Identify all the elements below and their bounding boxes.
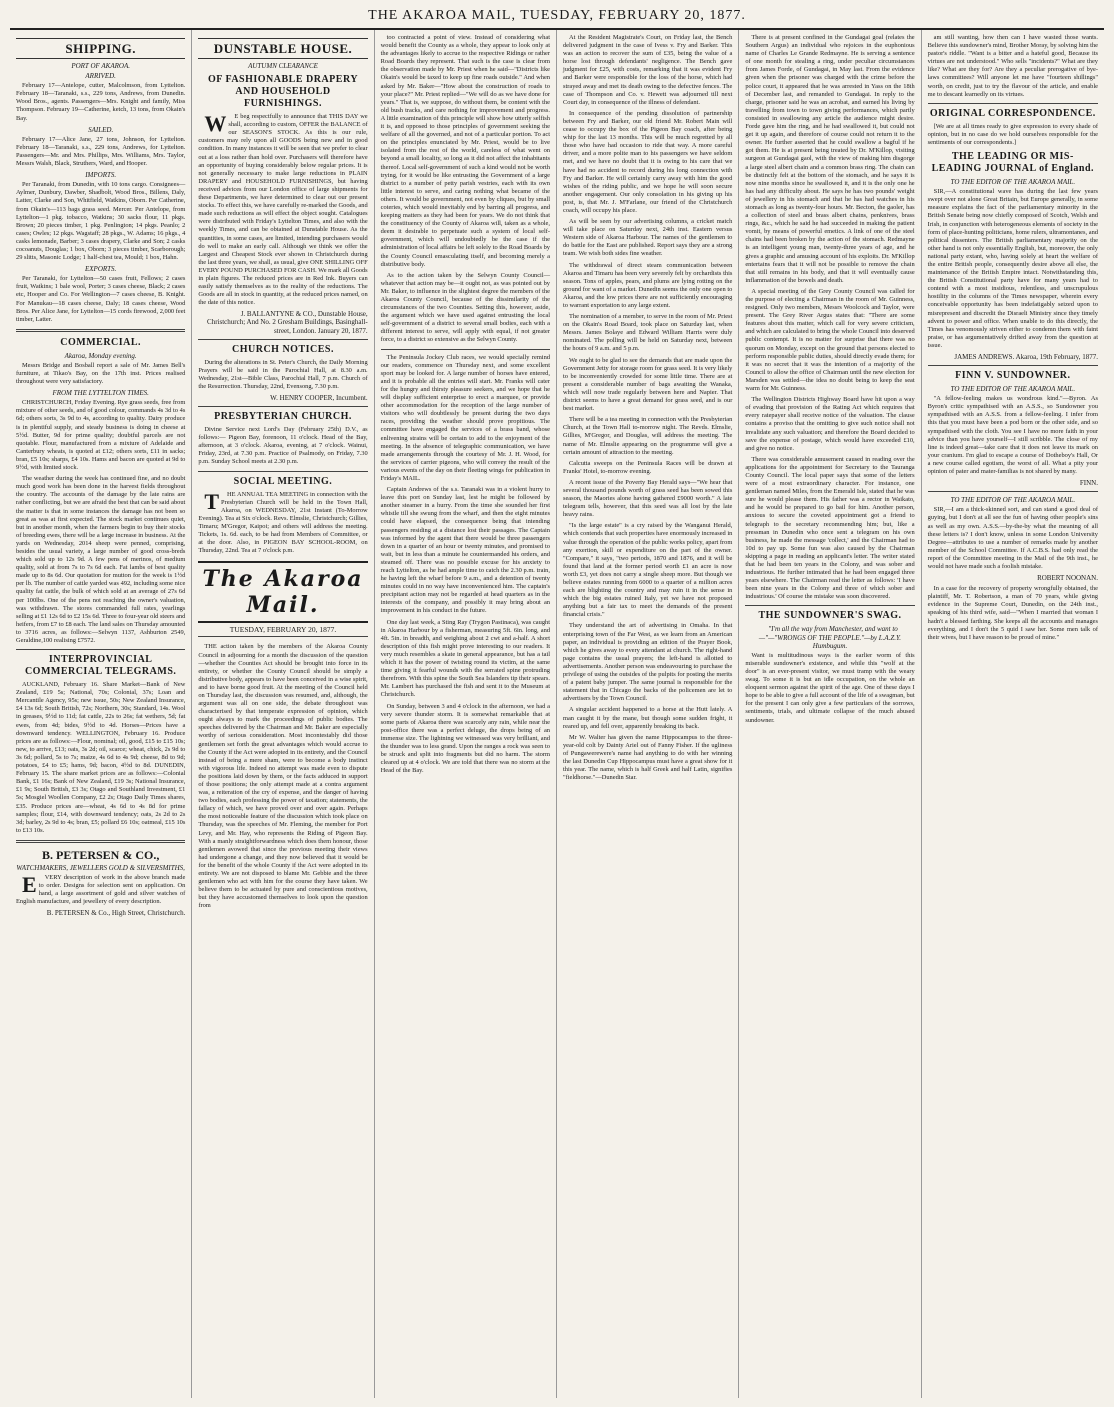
divider (16, 840, 185, 843)
dunstable-signature: J. BALLANTYNE & CO., Dunstable House, Christchurch; And No. 2 Gresham Buildings, Basinghall-street, London. January 20, 1877. (207, 310, 368, 335)
presbyterian-text: Divine Service next Lord's Day (February 25th) D.V., as follows:— Pigeon Bay, forenoon, 11 o'clock. Head of the Bay, afternoon, at 3 o'clock. Akaroa, evening, at 7 o'clock. Wainui, Friday, 23rd, at 7.30 p.m. Practice of Psalmody, on Friday, 7.30 p.m. Sunday School meets at 2.30 p.m. (198, 426, 368, 466)
petersen-subtitle: WATCHMAKERS, JEWELLERS GOLD & SILVERSMITHS, (16, 863, 185, 872)
divider (928, 365, 1098, 366)
divider (198, 339, 367, 340)
mail-signature: ROBERT NOONAN. (1037, 574, 1098, 583)
divider (16, 329, 185, 332)
weather-text: The weather during the week has continued fine, and no doubt much good work has been done in the harvest fields throughout the country. The accounts of the damage by the late rains are rather conflicting, but we are afraid the best that can be said about the matter is that in some instances the damage has not been so great as was at first expected. The stock market continues quiet, but in another month, when the farmers begin to buy their stocks of breeding ewes, there will be a large increase in business. At the yards on Wednesday, 2014 sheep were penned, comprising, besides the usual variety, a large number of good cross-breds which sold up to 12s 9d. A few pens of merinos, of medium quality, sold at from 7s to 7s 6d each. Fat lambs of best quality made up to 8s 6d. Our quotation for mutton for the week is 1½d per lb. The number of cattle yarded was 492, including some nice quality fat cattle, the bulk of which sold at an average of 27s 6d per 100lbs. One of the pens not reaching the owner's valuation, was withdrawn. The stores commanded full rates, yearlings selling at £1 12s 6d to £2 15s 6d. Three to four-year old steers and heifers, from £7 to £8 each. The land sales on Thursday amounted to 3716 acres, as follows:—Selwyn 1137, Ashburton 2549, Geraldine,100 realising £7572. (16, 475, 186, 644)
mail-to-editor: TO THE EDITOR OF THE AKAROA MAIL. (950, 496, 1076, 505)
want-text: am still wanting, how then can I have wasted those wants. Believe this sundowner's mind, Brother Moray, by solving him the pastor's riddle. "Want is a bitter and a hateful good, Because its virtues are not understood." Who sells "incidents?" What are they like? What are they for? Are they a peculiar prerogative of bye-laws committees? Will anyone let me have "fourteen shillings" worth, on credit, just to try the flavour of the article, and enable me to descant learnedly on its virtues. (927, 34, 1098, 98)
coach-text: In consequence of the pending dissolution of partnership between Fry and Barker, our old friend Mr. Robert Main will cease to occupy the box of the Pigeon Bay coach, after being whip for the last 13 months. This will be much regretted by all those who have had occasion to ride that way. A more careful driver, and a more polite man to his passengers we have seldom met, and we have no doubt that it is owing to his care that we have had no accident to record during his long connection with Fry and Barker. He will certainly carry away with him the good wishes of the riding public, and we hope he will soon secure another engagement. Our only consolation in his giving up his post, is, that Mr. J. M'Farlane, our friend of the Christchurch coach, will occupy his place. (562, 109, 733, 214)
divider (198, 471, 367, 472)
finn-signature: FINN. (1079, 479, 1098, 488)
hutt-text: A singular accident happened to a horse at the Hutt lately. A man caught it by the mane, but though some sudden fright, it reared up, and fell over, apparently breaking its back. (562, 706, 733, 730)
dropcap-e: E (22, 871, 37, 897)
church-heading: CHURCH NOTICES. (232, 343, 334, 355)
selwyn-text: As to the action taken by the Selwyn County Council—whatever that action may be—it ought not, as was pointed out by Mr. Baker, to influence in the slightest degree the members of the Akaroa County Council, because of the dissimilarity of the circumstances of the two Counties. Setting this, however, aside, the argument which we have used against entrusting the local self-government of a district to several small bodies, each with a different interest to serve, will apply with equal, if not greater force, to a district so extensive as the Selwyn County. (380, 271, 550, 344)
social-body: HE ANNUAL TEA MEETING in connection with the Presbyterian Church will be held in the Town Hall, Akaroa, on WEDNESDAY, 21st Instant (To-Morrow Evening). Tea at Six o'clock. Revs. Elmslie, Christchurch; Gillies, Timaru; M'Gregor, Kaipoi; and others will address the meeting. Tickets, 1s. 6d. each, to be had from Members of Committee, or at the door. Also, in PIGEON BAY SCHOOL-ROOM, on Thursday, 22nd. Tea at 7 o'clock p.m. (198, 490, 368, 555)
gundagai-text: There is at present confined in the Gundagai goal (relates the Southern Argus) an individual who rejoices in the euphonious name of Charles Le Grande Redmayne. He is serving a sentence of one month for stealing a ring, under peculiar circumstances from James Forde, of Gundagai, in May last. From the evidence given when the prisoner was charged with the crime before the police court, it appeared that he was arrested in Yass on the 18th of December last, and remanded to Gundagai. In reply to the charge, prisoner said he was an acrobat, and earned his living by travelling from town to town giving performances, which partly consisted in swallowing any article the audience might desire. Forde gave him the ring, and he had swallowed it, but could not get it up again, and therefore of course could not return it to the owner. He further asserted that he could swallow a bagful if he got them. He is at present being treated by Dr. M'Killop, visiting surgeon at Gundagai gaol, with the view of making him disgorge a large steel albert chain and a common brass ring. The chain can be distinctly felt at the bottom of the stomach, and he says it is now nine months since he swallowed it, and it is the only one he has had any difficulty about. He says he has two pounds' weight of jewellery in his stomach and that he has had watches in his stomach as long as twenty-four hours. Mr. Becton, the gaoler, has a collection of steel and brass albert chains, penknives, brass rings, &c., which he said he had succeeded in making the patient vomit, by means of powerful emetics. A link of one of the steel chains had been broken by the action of the stomach. Redmayne is an intelligent young man, twenty-three years of age, and he gives a graphic and amusing account of his exploits. Dr. M'Killop entertains fears that it will not be possible to remove the chain that still remains in his body, and that it will eventually cause inflammation of the bowels and death. (745, 34, 915, 284)
social-text (198, 488, 368, 556)
tauranga-text: There was considerable amusement caused in reading over the applications for the appointment for Secretary to the Tauranga County Council. The local paper says that some of the letters were of a most extraordinary character. For instance, one gentleman named Miles, from the Emerald Isle, stated that he was sure he would please them. His father was a rector in Waikato, and he would be prepared to go bail for him. Another person, anxious to secure the coveted appointment got a friend to telegraph to the secretary recommending him; but, like a pressman in Dunedin who once sent a telegram on his own business, he made the message 'collect,' and the Chairman had to 10d to pay up. Some fun was also caused by the Chairman skipping a page in reading an applicant's letter. The writer stated that he had been ten years in the Colony, and was sober and industrious. He further intimated that he had been engaged three years elsewhere. The Chairman read the letter as follows: 'I have been nine years in the Colony and three of which sober and industrious.' Of course the mistake was soon discovered. (745, 455, 915, 601)
leader-text: THE action taken by the members of the Akaroa County Council in adjourning for a month the discussion of the question—whether the Counties Act should be brought into force in its entirety, or whether the County Council should be simply a distributive body, appears to have been conceived in a wise spirit, and to have borne good fruit. At the meeting of the Council held on Thursday last, the discussion was resumed, and, although, the argument was all on one side, the debate throughout was characterised by that temperate expression of opinion, which ought always to mark the proceedings of public bodies. The speeches delivered by the Chairman and Mr. Baker are especially worthy of serious consideration. Most incontestably did those gentlemen set forth the great advantages which would accrue to the County if the Act were adopted in its entirety, and the Council instead of being a mere sham, were to become a body instinct with vigorous life. Indeed no attempt was made even to dispute the positions laid down by them, or the facts adduced in support of those positions; the only attempt made at a contra argument was, a reiteration of the cry of expense, and the danger of having two bodies, each professing the power of taxation; statements, the fallacy of which, we have proved over and over again. Perhaps the most noticeable feature of the discussion which took place on Thursday, was the speeches of Mr. Fleming, the member for Port Levy, and Mr. Hay, who represents the Riding of Pigeon Bay. With a manly straightforwardness which does them honour, those gentlemen avowed that since the previous meeting their views had undergone a change, and they now believed that it would be for the benefit of the whole County if the Act were adopted in its entirety. We are not disposed to blame Mr. Gebbie and the three gentlemen who act with him for the course they have taken. We believe them to be actuated by pure and conscientious motives, but they have accustomed themselves to look upon the question from (198, 643, 368, 910)
dunstable-sub-2: OF FASHIONABLE DRAPERY AND HOUSEHOLD FURNISHINGS. (207, 74, 359, 110)
mail-letter-text: SIR,—I am a thick-skinned sort, and can stand a good deal of guying, but I don't at all see the fun of having other people's sins as well as my own. A.S.S.—by-the-by what the meaning of all these letters is? I don't know, unless in some London University Degree—attributes to use a number of remarks made by another member of the School Committee. If A.C.B.S. had only read the report of the Committee meeting in the Mail of the 9th inst., he would not have made such a foolish mistake. (927, 506, 1098, 570)
finn-to-editor: TO THE EDITOR OF THE AKAROA MAIL. (950, 385, 1076, 394)
divider (928, 491, 1098, 492)
omaha-text: They understand the art of advertising in Omaha. In that enterprising town of the Far West, as we learn from an American paper, an individual is providing an edition of the Prayer Book, which he gives away to every attendant at church. The right-hand page contains the usual prayers; the left-hand is allotted to advertisements. Another person was endeavouring to purchase the privilege of using the outsides of the pulpits for posting the merits of a patent baby jumper. The same journal is responsible for the statement that in Chicago the backs of the policemen are let to advertisers by the Town Council. (562, 622, 733, 703)
racing-text: The Peninsula Jockey Club races, we would specially remind our readers, commence on Thursday next, and some excellent sport may be looked for. A large number of horses have entered, and it is probable all the entries will start. Mr. Franks will cater for the hungry and thirsty pleasure seekers, and we hope that he will display sufficient enterprise to erect a marquee, or provide other accommodation for the reception of the large number of visitors who will doubtlessly be present during the two days races, providing the weather should prove propitious. The committee have engaged the services of a brass band, whose enlivening strains will be certain to add to the enjoyment of the meeting. In the absence of telegraphic communication, we have made arrangements through the courtesy of Mr. J. H. Wood, for the services of carrier pigeons, who will convey the result of the various events of the day on their fleeting wings for publication in Friday's MAIL. (380, 353, 550, 482)
divider (198, 406, 367, 407)
hippocampus-text: Mr W. Walter has given the name Hippocampus to the three-year-old colt by Dainty Ariel out of Fanny Fisher. If the ugliness of Pungawerewere's name had anything to do with her winning the last Dunedin Cup Hippocampus must have a great show for it this year. The name, which is half Greek and half Latin, signifies "fieldhorse."—Dunedin Star. (562, 733, 733, 782)
sailed-heading: SAILED. (88, 125, 114, 134)
poverty-bay-text: A recent issue of the Poverty Bay Herald says—"We hear that several thousand pounds worth of grass seed has been sowed this season, the Maories alone having gathered £9000 worth." A late telegram tells, however, that this seed was all lost by the late heavy rains. (562, 478, 733, 519)
masthead: THE AKAROA MAIL, TUESDAY, FEBRUARY 20, 1877. (10, 8, 1104, 30)
paper-dateline: TUESDAY, FEBRUARY 20, 1877. (198, 626, 367, 637)
columns (10, 30, 1104, 1398)
column-3 (375, 30, 557, 1398)
petersen-name: B. PETERSEN & CO., (41, 847, 160, 862)
port-heading: PORT OF AKAROA. (71, 62, 130, 70)
social-heading: SOCIAL MEETING. (233, 475, 333, 487)
correspondence-heading: ORIGINAL CORRESPONDENCE. (929, 107, 1096, 119)
dropcap-t: T (204, 488, 220, 514)
shipping-heading: SHIPPING. (16, 38, 185, 59)
wellington-board-text: The Wellington Districts Highway Board have hit upon a way of evading that provision of the Rating Act which requires that every ratepayer shall receive notice of the valuation. The clause contains a proviso that the omitting to give such notice shall not invalidate any such valuation; and therefore the Board decided to save the expense of postage, which would have exceeded £10, and give no notice. (745, 396, 915, 452)
petersen-signature: B. PETERSEN & Co., High Street, Christchurch. (46, 909, 186, 918)
stingray-text: One day last week, a Sting Ray (Trygon Pastinaca), was caught in Akaroa Harbour by a fisherman, measuring 5ft. 6in. long, and 4ft. 5in. in breadth, and weighing about 2 cwt and a-half. A short description of this fish might prove interesting to our readers. It very much resembles a skate in general appearance, but has a tail which it has the power of twisting round its victim, at the same time giving it fearful wounds with the serrated spine protruding therefrom. With this spine the South Sea Islanders tip their spears. Mr. Lambert has purchased the fish and sent it to the Museum at Christchurch. (380, 618, 550, 699)
swag-text: Want is multitudinous ways is the earlier worm of this miserable sundowner's existence, and while this "wolf at the door" is an ever-present visitor, we must tramp with the weary swag. To some it is but an idle occupation, on the whole an eloquent sermon against the spirit of the age. One of these days I hope to be able to give a full account of the life of a swagman, but for the present I can only give a few particulars of the sorrows, sentiments, trials, and ultimate collapse of the much abused sundowner. (745, 651, 915, 724)
column-6 (922, 30, 1104, 1398)
dunstable-text (198, 113, 367, 307)
lyttelton-heading: FROM THE LYTTELTON TIMES. (52, 389, 149, 398)
exports-heading: EXPORTS. (85, 265, 117, 274)
calcutta-text: Calcutta sweeps on the Peninsula Races will be drawn at Franks' Hotel, to-morrow evening. (562, 459, 733, 475)
divider (745, 605, 914, 606)
leading-signature: JAMES ANDREWS. Akaroa, 19th February, 1877. (954, 353, 1098, 361)
swag-heading: THE SUNDOWNER'S SWAG. (758, 610, 902, 622)
church-text: During the alterations in St. Peter's Church, the Daily Morning Prayers will be said in the Parochial Hall, at 8.30 a.m. Wednesday, 21st—Bible Class, Parochial Hall, 7 p.m. Church of the Resurrection. Thursday, 22nd, Evensong, 7.30 p.m. (198, 358, 368, 390)
commercial-heading: COMMERCIAL. (60, 336, 142, 348)
dunstable-sub-1: AUTUMN CLEARANCE (248, 62, 318, 70)
land-tax-text: "Is the large estate" is a cry raised by the Wanganui Herald, which contends that such properties have enormously increased in value through the operation of the public works policy, apart from any exertion, skill or expenditure on the part of the owner. "Compare," it says, "two periods, 1870 and 1876, and it will be found that land at the former period worth £1 an acre is now worth £3, yet does not carry a single sheep more. But though we believe estates running from 6000 to a quarter of a million acres each are blighting the country and may ruin it in the sense in which the big estates ruined Italy, yet we have not proposed anything but a fair tax to meet the demands of the present financial crisis." (562, 522, 733, 619)
finn-heading: FINN V. SUNDOWNER. (955, 370, 1071, 382)
presbyterian-heading: PRESBYTERIAN CHURCH. (214, 411, 352, 423)
imports-heading: IMPORTS. (85, 171, 117, 180)
leading-journal-text: SIR,—A constitutional wave has during the last few years swept over not alone Great Britain, but Europe generally, in some measure explains the fact of the parliamentary minority in the British Senate being now chiefly composed of Scotch, Welsh and Irish, in conjunction with heterogeneous elements of society in the form of place-hunting politicians, home rulers, ultramontanes, and political dissenters. The British parliamentary majority on the other hand is not only essentially English, but, moreover, the only national party extant, who, having solely at heart the welfare of the entire British people, consequently desire above all else, the maintenance of the British Empire intact. Notwithstanding this, the British Constitutional party have for many years had to contend with a most insidious, relentless, and unscrupulous hostility in the columns of the Times newspaper, wherein every conceivable opportunity has been indefatigably seized upon to misrepresent and discredit the Disraeli Ministry since they timely advent to power and office. When unable to do this directly, the Times has venomously striven either to condemn them with faint praise, or has argumentatively drifted away from the question at issue. (927, 188, 1098, 349)
taranaki-text: Captain Andrews of the s.s. Taranaki was in a violent hurry to leave this port on Sunday last, lest he might be followed by another steamer in a hurry. From the time she sounded her first whistle till she swung from the wharf, and then the eight minutes could have elapsed, the consequence being that intending passengers residing at a distance lost their passages. The Captain was informed by the agent that there would be three passengers down in a quarter of an hour or twenty minutes, and promised to wait, but in less than a minute he countermanded his orders, and steamed off. There was no possible excuse for his anxiety to reach Lyttelton, as he had ample time to catch the 2.30 p.m. train, he having left the wharf before 9 a.m., and a detention of twenty minutes could in no way have inconvenienced him. The captain's precipitant action may not be regarded at head quarters as in the interests of the company, and possibly it may bring about an improvement in his conduct in the future. (380, 486, 550, 615)
robertson-text: In a case for the recovery of property wrongfully obtained, the plaintiff, Mr. T. Robertson, a man of 70 years, while giving evidence in the Supreme Court, Dunedin, on the 24th inst., speaking of his third wife, said—"When I married that woman I hadn't a blessed farthing. She keeps all the accounts and manages everything, and I don't the 5 quid I saw her. Some men talk of their wives, but I have reason to be proud of mine." (927, 585, 1098, 641)
commercial-text: Messrs Bridge and Bosball report a sale of Mr. James Bell's furniture, at Tikao's Bay, on the 17th inst. Prices realised throughout were very satisfactory. (16, 361, 186, 386)
column-2 (192, 30, 374, 1398)
petersen-body: VERY description of work in the above branch made to order. Designs for selection sent on application. On hand, a large assortment of gold and silver watches of English manufacture, and jewellery of every description. (16, 873, 186, 906)
dunstable-body: E beg respectfully to announce that THIS DAY we shall, according to custom, OFFER the BALANCE of our SEASON'S STOCK. As this is our rule, customers may rely upon all GOODS being new and in good condition. In many instances it will be seen that we prefer to clear out at a loss rather than hold over. Purchasers will therefore have an opportunity of buying considerably below regular prices. It is not generally necessary to make large reductions in PLAIN DRAPERY and HOUSEHOLD FURNISHINGS, but having received advices from our London office of large shipments for these Departments, we have determined to clear out our present stocks. To effect this, we have carefully re-marked the Goods, and made such reductions as will effect the object sought. Catalogues were distributed with Friday's Lyttelton Times, and also with the weekly Times, and can be obtained at Dunstable House. As the quantities, in some cases, are limited, intending purchasers would do well to make an early call. Although we think we offer the Largest and Cheapest Stock ever shown in Christchurch during the last three years, we shall, as usual, give ONE SHILLING OFF EVERY POUND PURCHASED FOR CASH. We mark all Goods in plain figures. The reduced prices are in Red Ink. Buyers can easily satisfy themselves as to the reality of the reductions. The Goods are all in stock in quantity, at the reduced prices named, on the date of this notice. (198, 113, 368, 307)
divider (16, 649, 185, 650)
divider (381, 349, 550, 350)
swag-epigraph: "I'm all the way from Manchester, and want to—"—"WRONGS OF THE PEOPLE."—by L.A.Z.Y. Humbugum. (758, 625, 902, 650)
finn-text: "A fellow-feeling makes us wondrous kind."—Byron. As Byron's critic sympathised with an A.S.S., so Sundowner you sympathised with an A.S.S. from a fellow-feeling. I infer from this that you must have been a pod born or the other side, and so sympathised with the cloth. You see I have no more faith in your advice than you have yourself—I still scribble. The close of my line is indeed great—take care that it does not leave its mark on your cranium. I'm glad to escape a course of Dotheboy's Hall, Or a new course called egotism, the worst of all. What a pity your opinion of pater and mater-familias is not shared by many. (927, 395, 1098, 476)
petersen-text (16, 871, 186, 906)
leading-journal-heading: THE LEADING OR MIS-LEADING JOURNAL of England. (931, 151, 1095, 175)
cricket-text: As will be seen by our advertising columns, a cricket match will take place on Saturday next, 24th inst. Eastern versus Western side of Akaroa Harbour. The names of the gentlemen to do battle for the East are published. Report says they are a strong team. We wish both sides fine weather. (562, 218, 733, 258)
column-4 (557, 30, 739, 1398)
steam-text: The withdrawal of direct steam communication between Akaroa and Timaru has been very severely felt by orchardists this season. Tons of apples, pears, and plums are lying rotting on the ground for want of a market. Dunedin seems the only one open to Akaroa, and the low prices there are not sufficiently encouraging to warrant exportation to any large extent. (562, 261, 733, 309)
dunstable-heading: DUNSTABLE HOUSE. (198, 38, 367, 59)
paper-title-box (198, 561, 367, 637)
column-5 (739, 30, 921, 1398)
column-1 (10, 30, 192, 1398)
leader-continued: too contracted a point of view. Instead of considering what would benefit the County as a whole, they appear to look only at the advantages likely to accrue to the respective Ridings or rather Road Boards they represent. That such is the case is clear from the observation made by Mr. Priest when he said—"Districts like Okain's would be taxed to keep up fine roads outside." And when asked by Mr. Baker—"How about the construction of roads to your place?" Mr. Priest replied—"We will do as we have done for years." That is, we suppose, do without them, be content with the old bush tracks, and care nothing for improvement and progress. A little examination of this principle will show how utterly selfish it is, and opposed to those principles of government seeking the welfare of all the governed, and not of a particular portion. To act on the principles enunciated by Mr. Priest, would be to live isolated from the rest of the world, careless of what went on beyond a small locality, so long as it did not affect the inhabitants thereof. Local self-government of such a kind would not be worth trying, for it would be like entrusting the Government of a large district to a number of petty parish vestries, each with its own little interest to serve, and caring nothing what became of the others. It would be government, not even by cliques, but by small coteries, which would inevitably end by barring all progress, and keeping matters as they had been for years. We do not think that the constituency of the County of Akaroa will, taken as a whole, deem it desirable to perpetuate such a system of local self-government, which will undoubtedly be the case if the administration of local affairs be left solely to the Road Boards by the County Council emasculating itself, and becoming merely a distributive body. (380, 34, 550, 268)
sailed-text: February 17—Alice Jane, 27 tons, Johnson, for Lyttelton. February 18—Taranaki, s.s., 229 tons, Andrews, for Lyttelton. Passengers—Mr. and Mrs. Phillips, Mrs. Williams, Mrs. Taylor, Messrs Walsh, Black, Struthers, Ward, and Hooper. (16, 135, 186, 168)
exports-text: Per Taranaki, for Lyttelton—50 cases fruit, Fellows; 2 cases fruit, Watkins; 1 bale wool, Porter; 3 cases cheese, Black; 2 cases etc, Hooper and Co. For Wellington—7 cases cheese, B. Knight. For Manukau—18 cases cheese, Daly; 18 cases cheese, Wood Bros. Per Alice Jane, for Lyttelton—15 cords firewood, 2,000 feet timber, Latter. (16, 275, 186, 323)
road-board-text: The nomination of a member, to serve in the room of Mr. Priest on the Okain's Road Board, took place on Saturday last, when Messrs. James Bolaye and Edward William Harris were duly nominated. The polling will be held on Saturday next, between the hours of 9 a.m. and 5 p.m. (562, 313, 733, 353)
imports-text: Per Taranaki, from Dunedin, with 10 tons cargo. Consignees—Aylmer, Dunbury, Dawber, Shadbolt, Wood Bros., Billens, Daly, Latter, Clarke and Son, Whitfield, Watkins, Oborn. Per Catherine, from Okain's—113 bags grass seed. Mercer. Per Antelope, from Lyttelton—1 pkg. tobacco, Watkins; 30 sacks flour, 11 pkgs. Brown; 20 pieces timber, 1 pkg. Penlington; 14 pkgs. Peanlo; 2 cases; Owles; 12 pkgs. Wagstaff; 28 pkgs., W. Adams; 16 pkgs., 4 casks lemonade, Barber; 3 cases drapery, Clarke and Son; 2 casks cocoanuts, Douglas; 1 box, Oborn; 3 pieces timber, Scarborough; 29 slitts, Masonic Lodge; 1 half-chest tea, Mould; 1 box, Hahn. (16, 181, 186, 262)
telegrams-heading: INTERPROVINCIAL COMMERCIAL TELEGRAMS. (24, 654, 177, 678)
commercial-dateline: Akaroa, Monday evening. (64, 351, 137, 360)
paper-title: The Akaroa Mail. (198, 561, 367, 623)
dropcap-w: W (204, 111, 227, 137)
grey-county-text: A special meeting of the Grey County Council was called for the purpose of electing a Chairman in the room of Mr. Guinness, resigned. Only two members, Messrs Woolcock and Taylor, were present. The Grey River Argus states that: "There are some features about this matter, which call for very severe criticism, and which are calculated to bring the whole Council into deserved public contempt. It is no matter for surprise that there was no quorum on Monday, except on the ground that persons elected to perform responsible public duties, should directly evade them; for it was no secret that it was the intention of a majority of the Council to allow the office of Chairman until the new election for Marsden was settled—the idea no doubt being to keep the seat warm for Mr. Guinness. (745, 287, 915, 393)
telegrams-text: AUCKLAND, February 16. Share Market—Bank of New Zealand, £19 5s; National, 70s; Colonial, 37s; Loan and Mercantile Agency, 95s; new issue, 50s; New Zealand Insurance, £4 13s 6d; South British, 72s; Northern, 30s; Standard, 14s. Wool in greases, 9½d to 11d; fat cattle, 22s to 26s; fat wethers, 5d; fat ewes, from 4d; bides, 9½d to 4d. Horses—Prices have a downward tendency. WELLINGTON, February 16. Produce prices are as follows:—Flour, nominal; oil, good, £15 to £15 10s; new, to arrive, £13; oats, 3s 2d; oil, scarce; wheat, chick, 2s 9d to 3s 6d; pollard, 5s to 7s; maize, 4s 6d to 4s 9d; cheese, 8d to 9d; potatoes, £4 to £5; hams, 9d; bacon, 4½d to 8d. DUNEDIN, February 15. The share market prices are as follows:—Colonial Bank, £1 16s; Bank of New Zealand, £19 3s; National Insurance, £1 9s; South British, £3 3s; Otago and Southland Investment, £1 5s; Mosgiel Woollen Company, £2 2s; Otago Daily Times shares, £35. Produce prices are—wheat, 4s 6d to 4s 8d for prime samples; flour, £14, with downward tendency; oats, 2s 2d to 2s 3d; barley, 2s 9d to 4s; bran, £5; pollard £6 10s; oatmeal, £15 10s to £13 10s. (16, 681, 186, 834)
jetty-text: We ought to be glad to see the demands that are made upon the Government Jetty for storage room for grass seed. It is very likely to be inconveniently crowded for some little time. There are at present a considerable number of bags awaiting the Wanaka, which will now trade regularly between here and Napier. That district seems to have a great demand for grass seed, and is our best market. (562, 356, 733, 413)
divider (928, 103, 1098, 104)
lyttelton-text: CHRISTCHURCH, Friday Evening. Rye grass seeds, free from mixture of other seeds, and of good colour, commands 4s 3d to 4s 6d; others sorts, 3s 9d to 4s, according to quality. Dairy produce is in plentiful supply, and steady business is doing in cheese at 5½d. Butter, 9d for prime quality; doubtful parcels are not quotable. Flour, manufactured from a mixture of Adelaide and Canterbury wheats, is quoted at £12; others sorts, £11 in sacks; bran, £5 10s; sharps, £4 10s. Hams and bacon are quoted at 9d to 9½d, with limited stock. (16, 399, 186, 472)
storm-text: On Sunday, between 3 and 4 o'clock in the afternoon, we had a very severe thunder storm. It is somewhat remarkable that at some parts of Akaroa there was scarcely any rain, while near the post-office there was a perfect deluge, the drops being of an immense size. The lightning we witnessed was very brilliant, and the thunder was to less grand. Upon the ranges a rock was seen to be struck and split into fragments but did no harm. The storm cleared up at 4 o'clock. We are told that there was no storm at the Head of the Bay. (380, 702, 550, 775)
tea-meeting-text: There will be a tea meeting in connection with the Presbyterian Church, at the Town Hall to-morrow night. The Revds. Elmslie, Gillies, M'Gregor, and Douglas, will address the meeting. The name of Mr. Elmslie appearing on the programme will give a certain amount of attraction to the meeting. (562, 416, 733, 456)
leading-to-editor: TO THE EDITOR OF THE AKAROA MAIL. (950, 178, 1076, 187)
court-text: At the Resident Magistrate's Court, on Friday last, the Bench delivered judgment in the case of Ivess v. Fry and Barker. This was an action to recover the sum of £35, being the value of a horse lost through defendants' negligence. The Bench gave judgment for £25, with costs, remarking that it was evident Fry and Barker were responsible for the loss of the horse, which had strayed away and met its death owing to the defective fences. The case of Thompson and Co. v. Hewett was adjourned till next Court day, in consequence of the illness of defendant. (562, 34, 733, 106)
church-signature: W. HENRY COOPER, Incumbent. (270, 394, 368, 402)
arrived-heading: ARRIVED. (85, 72, 116, 81)
arrived-text: February 17—Antelope, cutter, Malcolmson, from Lyttelton. February 18—Taranaki, s.s., 229 tons, Andrews, from Dunedin. Wood Bros., agents. Passengers—Mrs. Knight and family, Miss Thompson. February 19—Catherine, ketch, 13 tons, from Okain's Bay. (16, 82, 186, 122)
correspondence-note: [We are at all times ready to give expression to every shade of opinion, but in no case do we hold ourselves responsible for the sentiments of our correspondents.] (927, 122, 1098, 146)
